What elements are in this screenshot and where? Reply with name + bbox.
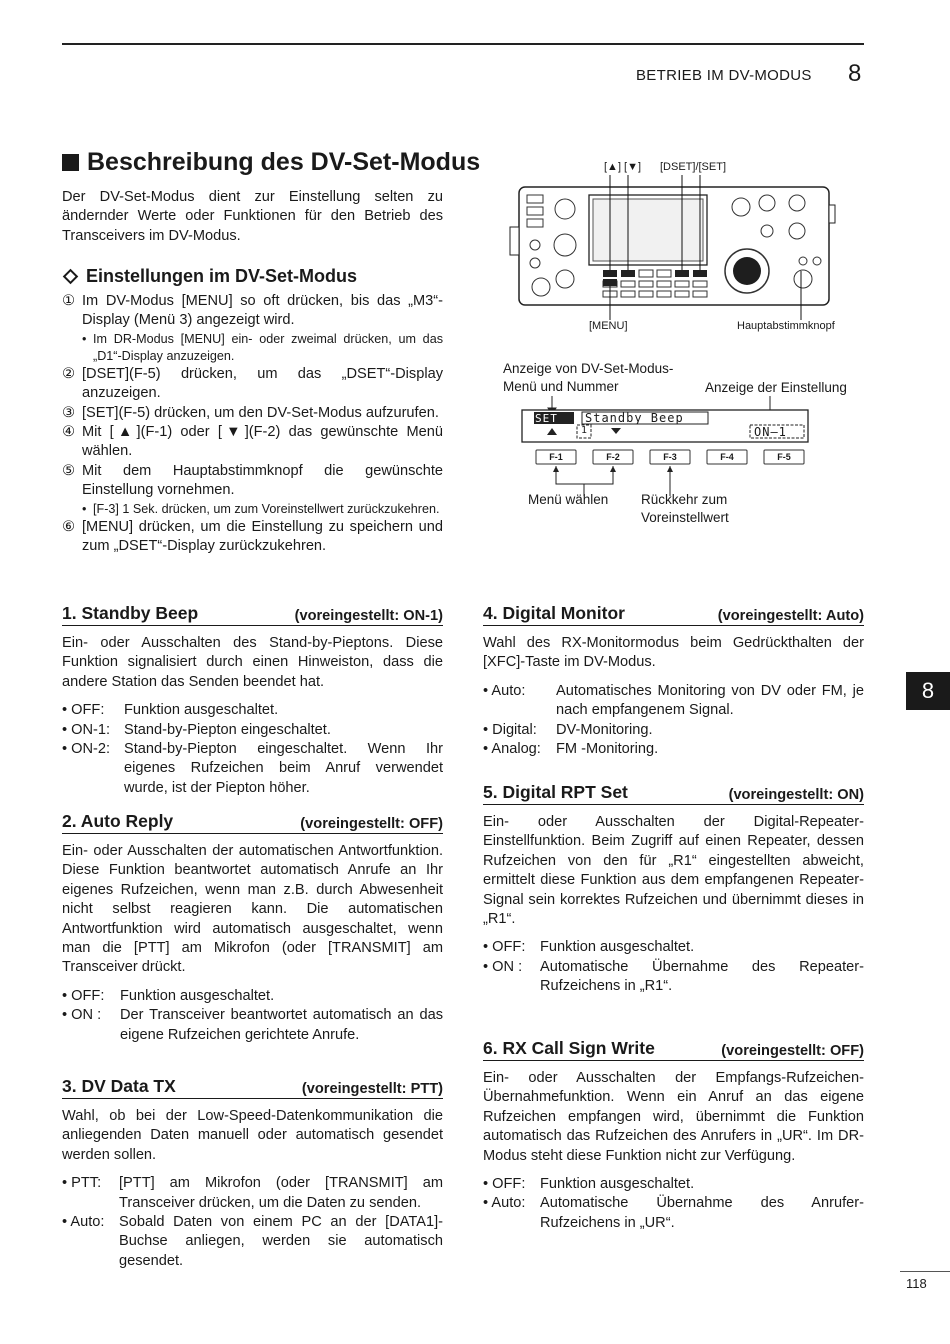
transceiver-illustration: [505, 175, 845, 323]
section-heading: 2. Auto Reply (voreingestellt: OFF): [62, 811, 443, 832]
option-list: [62, 1174, 443, 1271]
page-number: 118: [906, 1276, 927, 1291]
section-heading: 5. Digital RPT Set (voreingestellt: ON): [483, 782, 864, 803]
section-heading: 4. Digital Monitor (voreingestellt: Auto): [483, 603, 864, 624]
list-item: • Auto: Automatische Übernahme des Anrufer-Rufzeichens in „UR“.: [483, 1195, 864, 1231]
page-number-rule: [900, 1271, 950, 1272]
diamond-icon: [63, 269, 79, 285]
step-1: ① Im DV-Modus [MENU] so oft drücken, bis das „M3“-Display (Menü 3) angezeigt wird.: [62, 293, 443, 329]
section-body: Ein- oder Ausschalten des Stand-by-Pieptons. Diese Funktion signalisiert durch einen Hinweiston, dass die andere Station das Senden beendet hat.: [62, 635, 443, 690]
page-title-text: Beschreibung des DV-Set-Modus: [87, 148, 481, 176]
settings-heading-text: Einstellungen im DV-Set-Modus: [86, 266, 358, 286]
step-4: ④ Mit [▲](F-1) oder [▼](F-2) das gewünschte Menü wählen.: [62, 424, 443, 460]
label-menu-display: Anzeige von DV-Set-Modus-Menü und Nummer: [503, 361, 674, 394]
label-menu-select: Menü wählen: [528, 492, 609, 507]
option-list: [483, 682, 864, 760]
label-setting-display: Anzeige der Einstellung: [705, 380, 847, 395]
step-5-note: • [F-3] 1 Sek. drücken, um zum Voreinstellwert zurückzukehren.: [82, 501, 440, 516]
section-standby-beep: [62, 604, 443, 798]
list-item: • ON-1: Stand-by-Piepton eingeschaltet.: [62, 721, 331, 738]
section-body: Ein- oder Ausschalten der Digital-Repeater-Einstellfunktion. Beim Zugriff auf einen Repeater, dessen Rufzeichen von den für „R1“ eingestellten abweicht, ermittelt diese Funktion aus dem empfangenen Repeater-Signal sein korrektes Rufzeichen und übernimmt dieses in „R1“.: [483, 814, 864, 928]
label-knob: Hauptabstimmknopf: [737, 320, 835, 332]
section-body: Ein- oder Ausschalten der Empfangs-Rufzeichen-Übernahmefunktion. Wenn ein Anruf an das eigene Rufzeichen empfangen wird, übernimmt die Funktion automatisch das Rufzeichen des Anrufers in „UR“. Im DR-Modus steht diese Funktion nicht zur Verfügung.: [483, 1070, 864, 1164]
key-f5: F-5: [777, 452, 791, 462]
section-auto-reply: [62, 812, 443, 1045]
lcd-value: ON–1: [754, 425, 787, 439]
list-item: • Auto: Sobald Daten von einem PC an der [DATA1]-Buchse anliegen, werden sie automatisch gesendet.: [62, 1214, 443, 1269]
list-item: • ON-2: Stand-by-Piepton eingeschaltet. Wenn Ihr eigenes Rufzeichen beim Anruf verwendet wurde, ist der Piepton höher.: [62, 741, 443, 796]
key-f2: F-2: [606, 452, 620, 462]
option-list: [62, 987, 443, 1045]
square-bullet-icon: [62, 154, 79, 171]
section-heading: 1. Standby Beep (voreingestellt: ON-1): [62, 603, 443, 624]
label-dset-set: [DSET]/[SET]: [660, 161, 727, 173]
label-menu: [MENU]: [589, 320, 628, 332]
list-item: • ON : Automatische Übernahme des Repeater-Rufzeichens in „R1“.: [483, 958, 864, 995]
option-list: [483, 1175, 864, 1233]
section-heading: 3. DV Data TX (voreingestellt: PTT): [62, 1076, 443, 1097]
section-heading: 6. RX Call Sign Write (voreingestellt: OFF): [483, 1038, 864, 1059]
step-1-note: • Im DR-Modus [MENU] ein- oder zweimal drücken, um das „D1“-Display anzuzeigen.: [82, 331, 443, 363]
section-dv-data-tx: [62, 1077, 443, 1271]
list-item: • OFF: Funktion ausgeschaltet.: [62, 987, 275, 1004]
section-digital-monitor: [483, 604, 864, 759]
list-item: • OFF: Funktion ausgeschaltet.: [62, 702, 279, 719]
list-item: • OFF: Funktion ausgeschaltet.: [483, 1176, 695, 1193]
list-item: • PTT: [PTT] am Mikrofon (oder [TRANSMIT] am Transceiver drücken, um die Daten zu senden.: [62, 1175, 443, 1211]
list-item: • Auto: Automatisches Monitoring von DV oder FM, je nach empfangenem Signal.: [483, 682, 864, 719]
lcd-set-text: SET: [535, 412, 558, 425]
intro-paragraph: Der DV-Set-Modus dient zur Einstellung selten zu ändernder Werte oder Funktionen für den Betrieb des Transceivers im DV-Modus.: [62, 189, 443, 244]
step-5: ⑤ Mit dem Hauptabstimmknopf die gewünschte Einstellung vornehmen.: [62, 462, 443, 499]
step-2: ② [DSET](F-5) drücken, um das „DSET“-Display anzuzeigen.: [62, 365, 443, 402]
section-digital-rpt-set: [483, 783, 864, 997]
step-3: ③ [SET](F-5) drücken, um den DV-Set-Modus aufzurufen.: [62, 404, 439, 421]
list-item: • Digital: DV-Monitoring.: [483, 721, 653, 738]
lcd-diagram: [520, 392, 820, 504]
option-list: [483, 938, 864, 996]
key-f4: F-4: [720, 452, 734, 462]
section-body: Wahl, ob bei der Low-Speed-Datenkommunikation die anliegenden Daten manuell oder automatisch gesendet werden sollen.: [62, 1108, 443, 1163]
section-body: Wahl des RX-Monitormodus beim Gedrückthalten der [XFC]-Taste im DV-Modus.: [483, 635, 864, 671]
key-f1: F-1: [549, 452, 563, 462]
list-item: • ON : Der Transceiver beantwortet automatisch an das eigene Rufzeichen gerichtete Anrufe.: [62, 1007, 443, 1043]
section-rx-call-sign-write: [483, 1039, 864, 1233]
label-arrow-keys: [▲] [▼]: [604, 161, 642, 173]
lcd-item-text: Standby Beep: [585, 411, 684, 425]
step-6: ⑥ [MENU] drücken, um die Einstellung zu speichern und zum „DSET“-Display zurückzukehren.: [62, 518, 443, 555]
steps-list: [62, 292, 443, 556]
option-list: [62, 701, 443, 798]
list-item: • Analog: FM -Monitoring.: [483, 741, 659, 758]
lcd-number: 1: [581, 425, 588, 436]
label-reset-default: Rückkehr zum Voreinstellwert: [641, 492, 729, 525]
chapter-side-tab: 8: [906, 672, 950, 710]
settings-heading: [62, 266, 357, 287]
key-f3: F-3: [663, 452, 677, 462]
chapter-number: 8: [848, 60, 862, 87]
chapter-title: BETRIEB IM DV-MODUS: [636, 67, 812, 84]
header-rule: [62, 43, 864, 45]
list-item: • OFF: Funktion ausgeschaltet.: [483, 939, 695, 956]
page-title: [62, 148, 480, 177]
section-body: Ein- oder Ausschalten der automatischen Antwortfunktion. Diese Funktion beantwortet automatisch Anrufe an Ihr eigenes Rufzeichen, wenn man z.B. durch Abwesenheit nicht selbst reagieren kann. Die automatischen Antwortfunktion wird automatisch ausgeschaltet, wenn man die [PTT] am Mikrofon (oder [TRANSMIT] am Transceiver drückt.: [62, 843, 443, 976]
